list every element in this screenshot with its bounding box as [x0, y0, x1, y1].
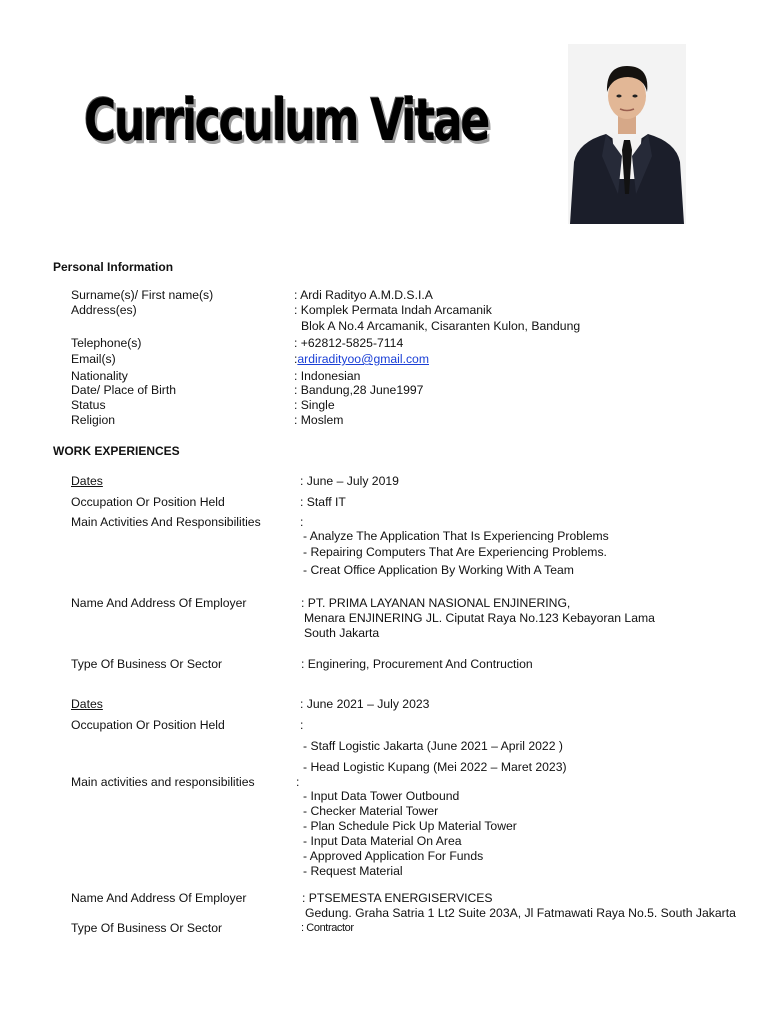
job2-activities-label: Main activities and responsibilities — [71, 775, 255, 789]
label-telephone: Telephone(s) — [71, 336, 142, 350]
job1-activity-item: - Repairing Computers That Are Experiencing Problems. — [303, 545, 607, 559]
job1-business-label: Type Of Business Or Sector — [71, 657, 223, 671]
job2-activity-item: - Approved Application For Funds — [303, 849, 484, 863]
label-religion: Religion — [71, 413, 116, 427]
job1-employer-label: Name And Address Of Employer — [71, 596, 247, 610]
label-birth: Date/ Place of Birth — [71, 383, 176, 397]
job2-business-label: Type Of Business Or Sector — [71, 921, 223, 935]
value-surname: : Ardi Radityo A.M.D.S.I.A — [294, 288, 433, 302]
label-address: Address(es) — [71, 303, 137, 317]
label-status: Status — [71, 398, 106, 412]
personal-information-heading: Personal Information — [53, 260, 174, 274]
job1-dates-label: Dates — [71, 474, 103, 488]
job2-business-value: : Contractor — [301, 922, 354, 934]
job1-employer-line: Menara ENJINERING JL. Ciputat Raya No.123 Kebayoran Lama — [304, 611, 655, 625]
value-birth: : Bandung,28 June1997 — [294, 383, 424, 397]
label-email: Email(s) — [71, 352, 116, 366]
job1-activity-item: - Analyze The Application That Is Experiencing Problems — [303, 529, 609, 543]
job1-employer-line: South Jakarta — [304, 626, 380, 640]
job1-activities-colon: : — [300, 515, 304, 529]
job2-activity-item: - Checker Material Tower — [303, 804, 439, 818]
value-religion: : Moslem — [294, 413, 344, 427]
job2-employer-line: : PTSEMESTA ENERGISERVICES — [302, 891, 493, 905]
job2-activity-item: - Request Material — [303, 864, 403, 878]
profile-photo — [568, 44, 686, 224]
job2-employer-label: Name And Address Of Employer — [71, 891, 247, 905]
job2-position-item: - Staff Logistic Jakarta (June 2021 – April 2022 ) — [303, 739, 563, 753]
label-surname: Surname(s)/ First name(s) — [71, 288, 214, 302]
job2-occupation-label: Occupation Or Position Held — [71, 718, 225, 732]
job1-occupation-value: : Staff IT — [300, 495, 346, 509]
job1-occupation-label: Occupation Or Position Held — [71, 495, 225, 509]
job1-business-value: : Enginering, Procurement And Contruction — [301, 657, 533, 671]
label-nationality: Nationality — [71, 369, 128, 383]
value-telephone: : +62812-5825-7114 — [294, 336, 404, 350]
email-link[interactable]: ardiradityoo@gmail.com — [297, 352, 429, 366]
value-nationality: : Indonesian — [294, 369, 361, 383]
job2-occupation-value: : — [300, 718, 304, 732]
job1-employer-line: : PT. PRIMA LAYANAN NASIONAL ENJINERING, — [301, 596, 571, 610]
value-status: : Single — [294, 398, 335, 412]
job2-activity-item: - Input Data Material On Area — [303, 834, 462, 848]
job2-employer-line: Gedung. Graha Satria 1 Lt2 Suite 203A, Jl Fatmawati Raya No.5. South Jakarta — [305, 906, 736, 920]
email-colon: : — [294, 352, 298, 366]
job2-dates-value: : June 2021 – July 2023 — [300, 697, 430, 711]
cv-title: Curricculum Vitae — [84, 86, 489, 154]
job2-dates-label: Dates — [71, 697, 103, 711]
job2-activity-item: - Input Data Tower Outbound — [303, 789, 460, 803]
value-email — [294, 352, 429, 367]
work-experiences-heading: WORK EXPERIENCES — [53, 444, 180, 458]
job1-dates-value: : June – July 2019 — [300, 474, 399, 488]
job2-activity-item: - Plan Schedule Pick Up Material Tower — [303, 819, 517, 833]
job2-activities-colon: : — [296, 775, 300, 789]
value-address-line2: Blok A No.4 Arcamanik, Cisaranten Kulon, Bandung — [301, 319, 581, 333]
job2-position-item: - Head Logistic Kupang (Mei 2022 – Maret 2023) — [303, 760, 567, 774]
value-address-line1: : Komplek Permata Indah Arcamanik — [294, 303, 492, 317]
job1-activity-item: - Creat Office Application By Working With A Team — [303, 563, 574, 577]
job1-activities-label: Main Activities And Responsibilities — [71, 515, 261, 529]
